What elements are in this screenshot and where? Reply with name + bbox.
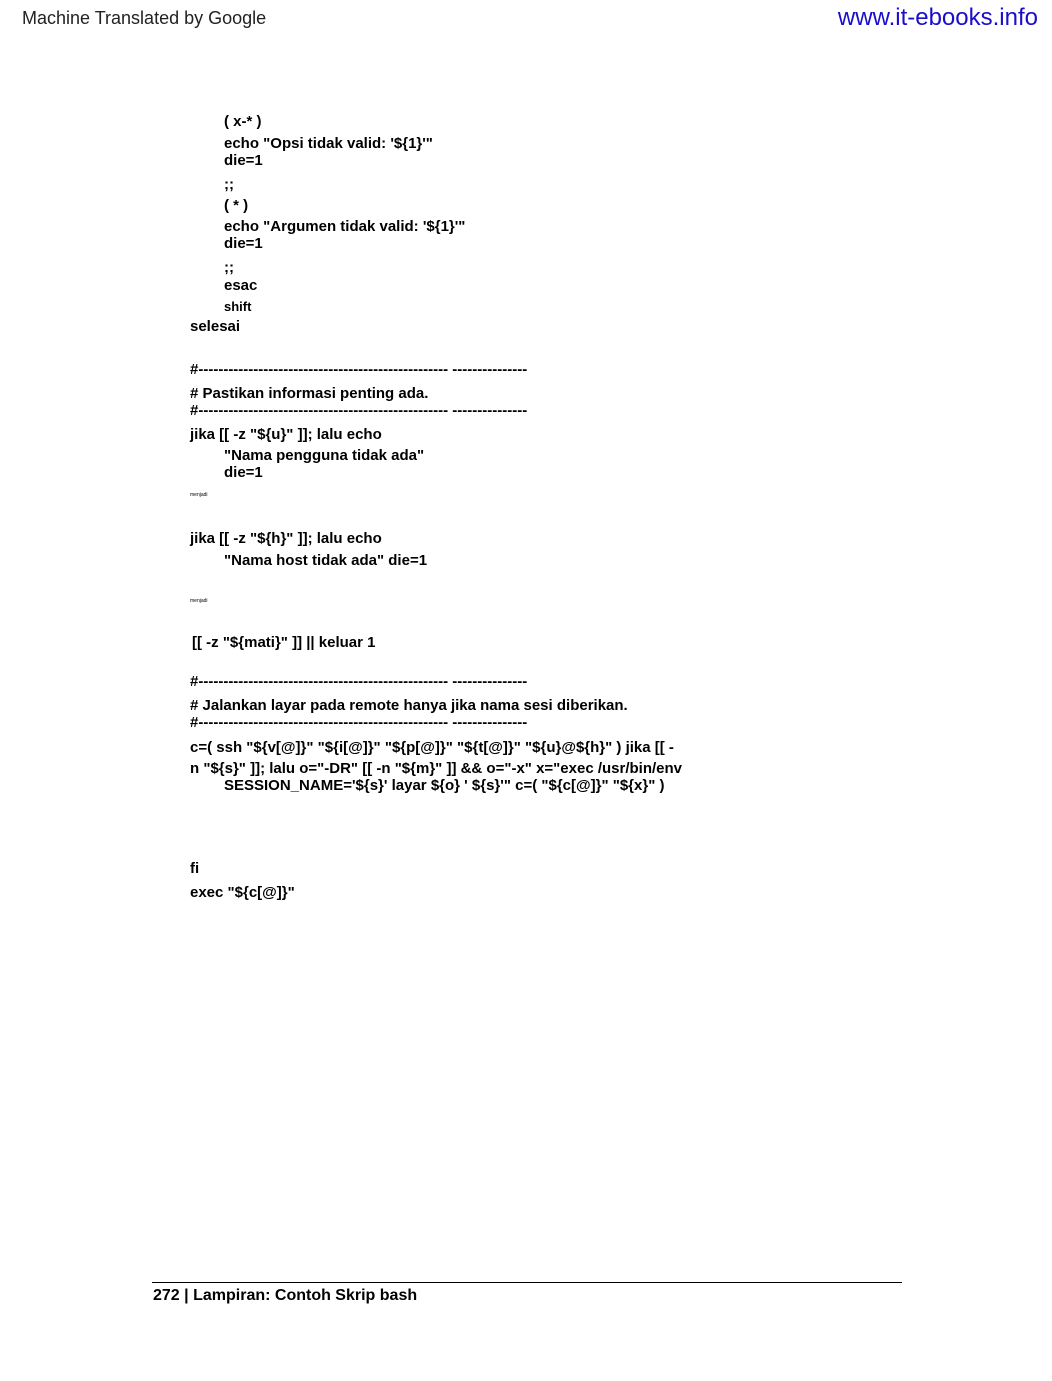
code-line: "Nama pengguna tidak ada" xyxy=(224,447,425,464)
comment-divider: #-------------------------------------------------- --------------- xyxy=(190,673,528,690)
page-footer xyxy=(153,1287,417,1305)
code-line: jika [[ -z "${u}" ]]; lalu echo xyxy=(190,426,382,443)
comment-divider: #-------------------------------------------------- --------------- xyxy=(190,714,528,731)
code-line: "Nama host tidak ada" die=1 xyxy=(224,552,428,569)
code-line: ;; xyxy=(224,259,234,276)
comment-divider: #-------------------------------------------------- --------------- xyxy=(190,361,528,378)
code-line: ;; xyxy=(224,176,234,193)
code-line: fi xyxy=(190,860,200,877)
comment-line: # Jalankan layar pada remote hanya jika nama sesi diberikan. xyxy=(190,697,628,714)
code-line: shift xyxy=(224,299,252,314)
code-line: selesai xyxy=(190,318,241,335)
it-ebooks-link[interactable]: www.it-ebooks.info xyxy=(837,4,1038,31)
footer-separator: | xyxy=(184,1287,189,1304)
code-line: c=( ssh "${v[@]}" "${i[@]}" "${p[@]}" "${t[@]}" "${u}@${h}" ) jika [[ - xyxy=(190,739,674,756)
section-title: Lampiran: Contoh Skrip bash xyxy=(193,1287,418,1304)
page-header-left: Machine Translated by Google xyxy=(22,8,267,28)
code-line: ( * ) xyxy=(224,197,249,214)
code-line: exec "${c[@]}" xyxy=(190,884,295,901)
code-line: die=1 xyxy=(224,152,263,169)
tiny-code-line: menjadi xyxy=(190,492,208,498)
code-line: n "${s}" ]]; lalu o="-DR" [[ -n "${m}" ]] && o="-x" x="exec /usr/bin/env xyxy=(190,760,683,777)
code-line: esac xyxy=(224,277,258,294)
code-line: echo "Argumen tidak valid: '${1}'" xyxy=(224,218,466,235)
code-line: die=1 xyxy=(224,235,263,252)
comment-line: # Pastikan informasi penting ada. xyxy=(190,385,429,402)
code-line: [[ -z "${mati}" ]] || keluar 1 xyxy=(192,634,376,651)
comment-divider: #-------------------------------------------------- --------------- xyxy=(190,402,528,419)
code-line: ( x-* ) xyxy=(224,113,262,130)
code-line: SESSION_NAME='${s}' layar ${o} ' ${s}'" c=( "${c[@]}" "${x}" ) xyxy=(224,777,665,794)
code-line: echo "Opsi tidak valid: '${1}'" xyxy=(224,135,433,152)
code-line: die=1 xyxy=(224,464,263,481)
footer-rule xyxy=(152,1282,902,1283)
page-number: 272 xyxy=(153,1287,180,1304)
tiny-code-line: menjadi xyxy=(190,598,208,604)
code-line: jika [[ -z "${h}" ]]; lalu echo xyxy=(190,530,382,547)
